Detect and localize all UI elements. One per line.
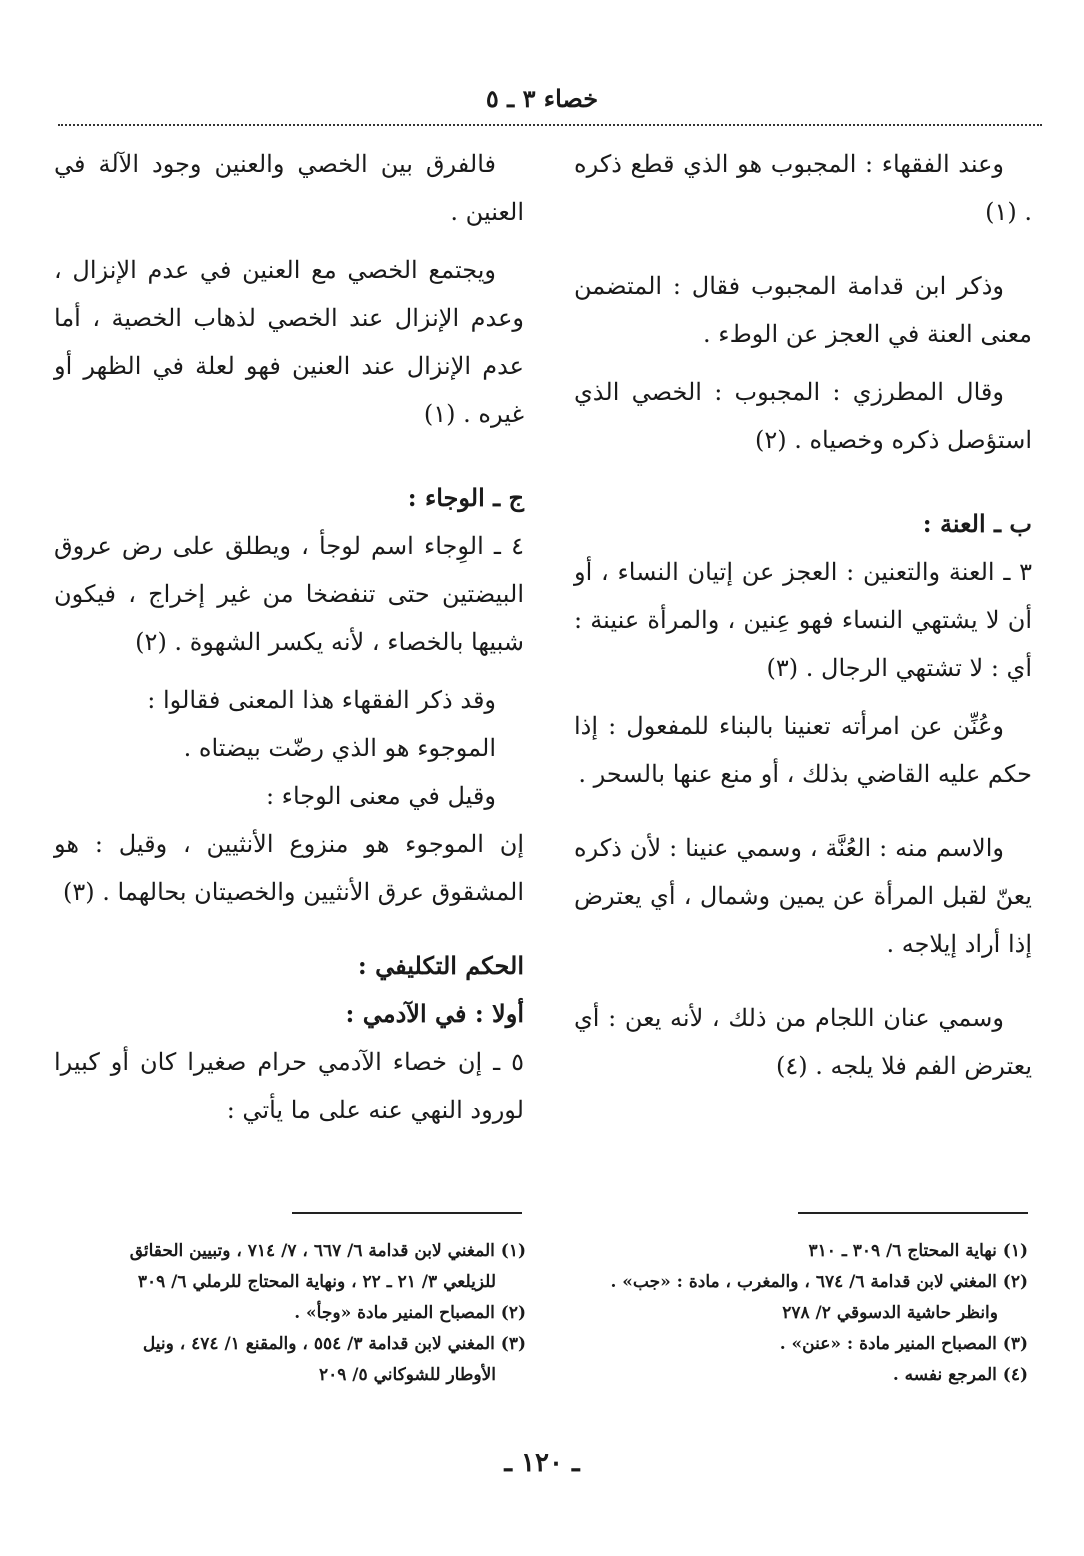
paragraph: ٤ ـ الوِجاء اسم لوجأ ، ويطلق على رض عروق البيضتين حتى تنفضخا من غير إخراج ، فيكون شبيها بالخصاء ، لأنه يكسر الشهوة . (٢) [54,532,524,656]
left-column [54,140,524,1134]
footnote: (١) المغني لابن قدامة ٦/ ٦٦٧ ، ٧/ ٧١٤ ، وتبيين الحقائق [129,1241,526,1261]
section-heading-rule: الحكم التكليفي : [357,951,524,980]
right-column [574,140,1032,1090]
footnote: (٤) المرجع نفسه . [892,1365,1028,1385]
footnote-divider-right [798,1212,1028,1214]
page-number: ـ ١٢٠ ـ [504,1448,580,1478]
paragraph: فالفرق بين الخصي والعنين وجود الآلة في العنين . [54,150,524,226]
paragraph: وعند الفقهاء : المجبوب هو الذي قطع ذكره . (١) [574,150,1032,226]
paragraph: ٥ ـ إن خصاء الآدمي حرام صغيرا كان أو كبيرا لورود النهي عنه على ما يأتي : [54,1048,524,1124]
paragraph: ٣ ـ العنة والتعنين : العجز عن إتيان النساء ، أو أن لا يشتهي النساء فهو عِنين ، والمرأة عنينة : أي : لا تشتهي الرجال . (٣) [574,558,1032,682]
header-divider [58,124,1042,126]
section-heading-c: ج ـ الوجاء : [407,483,524,512]
footnote: (٣) المغني لابن قدامة ٣/ ٥٥٤ ، والمقنع ١/ ٤٧٤ ، ونيل [142,1334,526,1354]
paragraph: وذكر ابن قدامة المجبوب فقال : المتضمن معنى العنة في العجز عن الوطء . [574,272,1032,348]
page-header-title: خصاء ٣ ـ ٥ [485,84,599,113]
paragraph: وعُنِّن عن امرأته تعنينا بالبناء للمفعول : إذا حكم عليه القاضي بذلك ، أو منع عنها بالسحر . [574,712,1032,788]
footnote-divider-left [292,1212,522,1214]
paragraph: وسمي عنان اللجام من ذلك ، لأنه يعن : أي يعترض الفم فلا يلجه . (٤) [574,1004,1032,1080]
paragraph: وقد ذكر الفقهاء هذا المعنى فقالوا : [147,686,496,714]
paragraph: إن الموجوء هو منزوع الأنثيين ، وقيل : هو المشقوق عرق الأنثيين والخصيتان بحالهما . (٣) [54,830,524,906]
paragraph: وقال المطرزي : المجبوب : الخصي الذي استؤصل ذكره وخصياه . (٢) [574,378,1032,454]
footnote: (٢) المصباح المنير مادة «وجأ» . [294,1303,526,1323]
paragraph: والاسم منه : العُنَّة ، وسمي عنينا : لأن ذكره يعنّ لقبل المرأة عن يمين وشمال ، أي يعترض إذا أراد إيلاجه . [574,834,1032,958]
footnote: (٢) المغني لابن قدامة ٦/ ٦٧٤ ، والمغرب ، مادة : «جب» . [610,1272,1028,1292]
section-heading-first: أولا : في الآدمي : [345,999,524,1028]
section-heading-b: ب ـ العنة : [922,509,1032,538]
footnote-continuation: للزيلعي ٣/ ٢١ ـ ٢٢ ، ونهاية المحتاج للرملي ٦/ ٣٠٩ [137,1272,496,1292]
paragraph: الموجوء هو الذي رضّت بيضتاه . [183,734,496,762]
footnotes-left [46,1236,526,1391]
footnote-continuation: الأوطار للشوكاني ٥/ ٢٠٩ [318,1365,496,1385]
paragraph: ويجتمع الخصي مع العنين في عدم الإنزال ، وعدم الإنزال عند الخصي لذهاب الخصية ، أما عدم الإنزال عند العنين فهو لعلة في الظهر أو غيره . (١) [54,256,524,428]
footnote: (١) نهاية المحتاج ٦/ ٣٠٩ ـ ٣١٠ [808,1241,1028,1261]
paragraph: وقيل في معنى الوجاء : [265,782,496,810]
footnotes-right [558,1236,1028,1391]
footnote: (٣) المصباح المنير مادة : «عنن» . [779,1334,1028,1354]
footnote-continuation: وانظر حاشية الدسوقي ٢/ ٢٧٨ [782,1303,998,1323]
